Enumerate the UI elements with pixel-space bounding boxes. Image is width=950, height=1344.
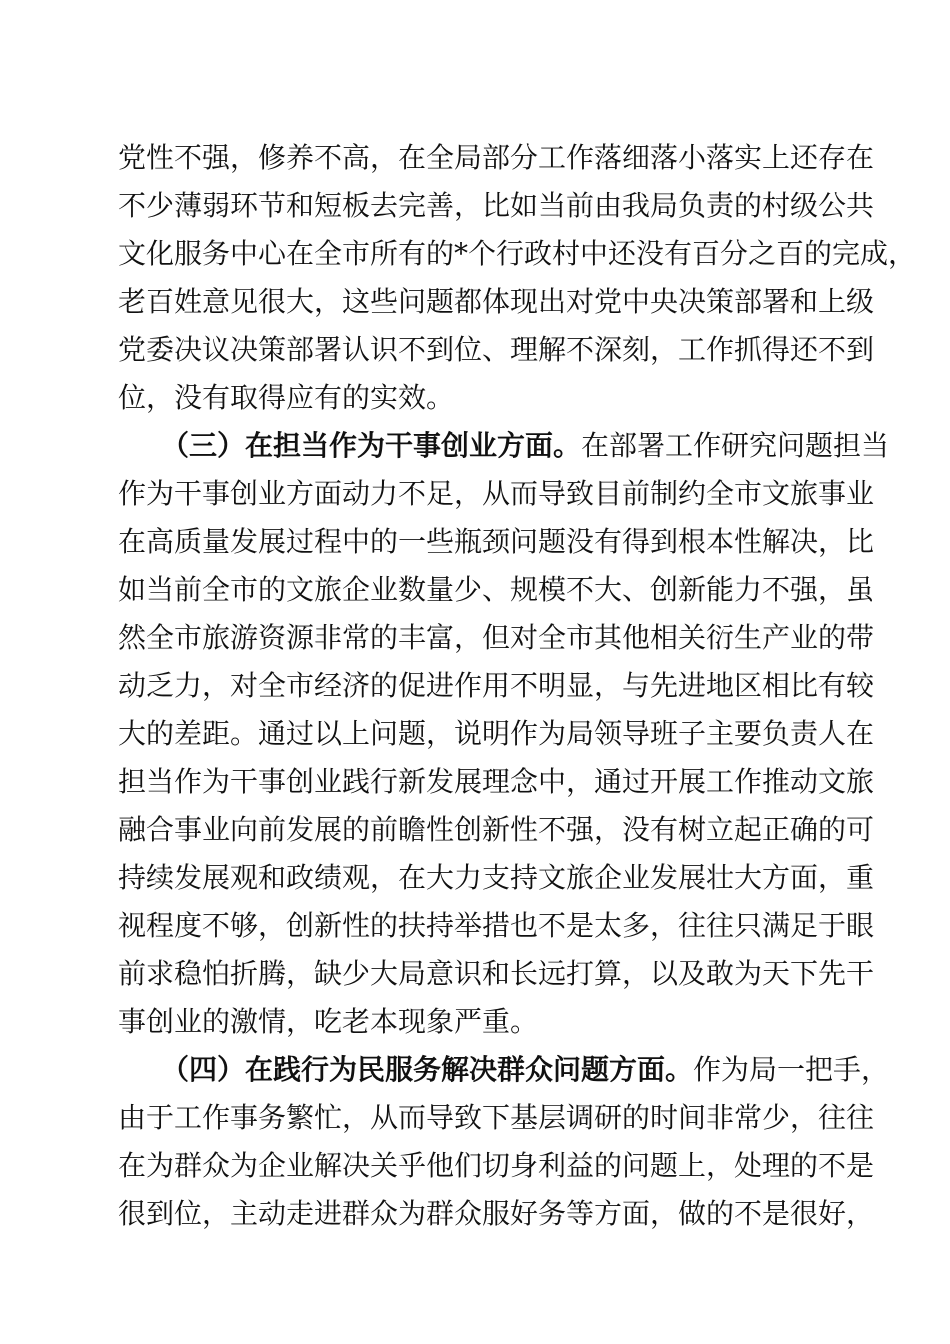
paragraph-line: 然全市旅游资源非常的丰富，但对全市其他相关衍生产业的带 <box>118 621 875 654</box>
section-heading: （四）在践行为民服务解决群众问题方面。 <box>161 1053 694 1086</box>
paragraph-line: 在高质量发展过程中的一些瓶颈问题没有得到根本性解决，比 <box>118 525 875 558</box>
paragraph-line: 作为干事创业方面动力不足，从而导致目前制约全市文旅事业 <box>118 477 875 510</box>
paragraph-line: 在为群众为企业解决关乎他们切身利益的问题上，处理的不是 <box>118 1149 875 1182</box>
section-three-first-line <box>161 426 890 466</box>
paragraph-text: 作为局一把手， <box>693 1053 890 1086</box>
paragraph-line: 视程度不够，创新性的扶持举措也不是太多，往往只满足于眼 <box>118 909 875 942</box>
paragraph-line: 事创业的激情，吃老本现象严重。 <box>118 1005 539 1038</box>
paragraph-line: 党性不强，修养不高，在全局部分工作落细落小落实上还存在 <box>118 141 875 174</box>
section-four-first-line <box>161 1050 890 1090</box>
paragraph-line: 前求稳怕折腾，缺少大局意识和长远打算，以及敢为天下先干 <box>118 957 875 990</box>
paragraph-line: 融合事业向前发展的前瞻性创新性不强，没有树立起正确的可 <box>118 813 875 846</box>
paragraph-line: 党委决议决策部署认识不到位、理解不深刻，工作抓得还不到 <box>118 333 875 366</box>
paragraph-line: 大的差距。通过以上问题，说明作为局领导班子主要负责人在 <box>118 717 875 750</box>
paragraph-line: 如当前全市的文旅企业数量少、规模不大、创新能力不强，虽 <box>118 573 875 606</box>
paragraph-text: 在部署工作研究问题担当 <box>581 429 890 462</box>
paragraph-line: 持续发展观和政绩观，在大力支持文旅企业发展壮大方面，重 <box>118 861 875 894</box>
paragraph-line: 不少薄弱环节和短板去完善，比如当前由我局负责的村级公共 <box>118 189 875 222</box>
paragraph-line: 很到位，主动走进群众为群众服好务等方面，做的不是很好， <box>118 1197 875 1230</box>
section-heading: （三）在担当作为干事创业方面。 <box>161 429 582 462</box>
paragraph-line: 担当作为干事创业践行新发展理念中，通过开展工作推动文旅 <box>118 765 875 798</box>
paragraph-line: 位，没有取得应有的实效。 <box>118 381 455 414</box>
paragraph-line: 动乏力，对全市经济的促进作用不明显，与先进地区相比有较 <box>118 669 875 702</box>
paragraph-line: 老百姓意见很大，这些问题都体现出对党中央决策部署和上级 <box>118 285 875 318</box>
paragraph-line: 文化服务中心在全市所有的*个行政村中还没有百分之百的完成， <box>118 237 917 270</box>
paragraph-line: 由于工作事务繁忙，从而导致下基层调研的时间非常少，往往 <box>118 1101 875 1134</box>
